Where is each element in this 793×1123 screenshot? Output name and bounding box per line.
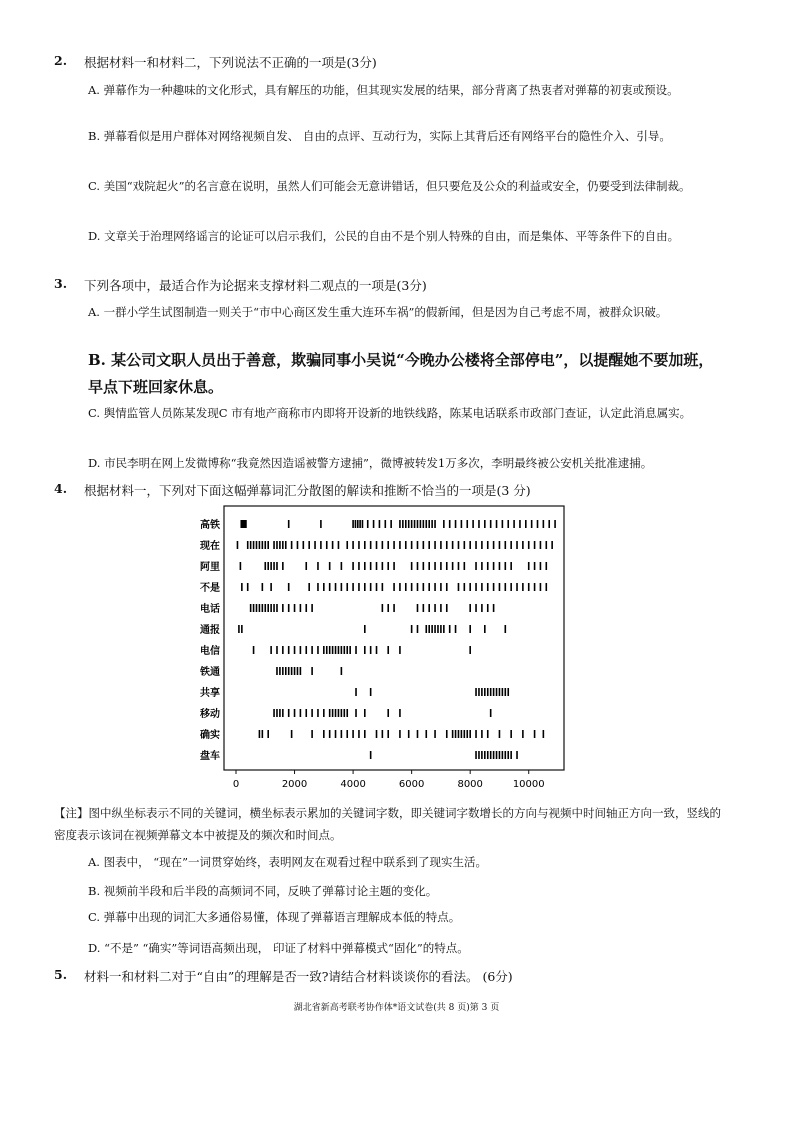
y-tick-label: 不是 — [200, 583, 220, 594]
y-tick-label: 共享 — [200, 688, 220, 699]
x-tick-label: 4000 — [340, 779, 366, 790]
x-tick-label: 2000 — [281, 779, 308, 790]
option-a: A. 一群小学生试图制造一则关于“市中心商区发生重大连环车祸”的假新闻，但是因为自己考虑不周，被群众识破。 — [88, 305, 668, 319]
y-tick-label: 移动 — [200, 709, 220, 720]
option-c: C. 美国“戏院起火”的名言意在说明，虽然人们可能会无意讲错话，但只要危及公众的利益或安全，仍要受到法律制裁。 — [88, 179, 691, 193]
chart-note: 【注】图中纵坐标表示不同的关键词，横坐标表示累加的关键词字数，即关键词字数增长的方向与视频中时间轴正方向一致，竖线的密度表示该词在视频弹幕文本中被提及的频次和时间点。 — [54, 806, 721, 842]
y-tick-label: 高铁 — [200, 520, 220, 531]
option-b: B. 某公司文职人员出于善意，欺骗同事小吴说“今晚办公楼将全部停电”，以提醒她不要加班，早点下班回家休息。 — [88, 351, 714, 396]
y-tick-label: 电话 — [200, 604, 220, 615]
y-tick-label: 现在 — [200, 541, 220, 552]
page-footer: 湖北省新高考联考协作体*语文试卷(共 8 页)第 3 页 — [293, 1003, 500, 1013]
option-a: A. 图表中， “现在”一词贯穿始终，表明网友在观看过程中联系到了现实生活。 — [88, 855, 488, 869]
question-stem: 根据材料一和材料二，下列说法不正确的一项是(3分) — [84, 55, 377, 70]
question-stem: 下列各项中，最适合作为论据来支撑材料二观点的一项是(3分) — [84, 278, 427, 293]
x-tick-label: 10000 — [512, 779, 545, 790]
question-number: 3. — [54, 276, 68, 291]
question-number: 5. — [54, 967, 68, 982]
y-tick-label: 阿里 — [200, 562, 220, 573]
option-b: B. 弹幕看似是用户群体对网络视频自发、 自由的点评、互动行为，实际上其背后还有网络平台的隐性介入、引导。 — [88, 129, 671, 143]
question-stem: 根据材料一，下列对下面这幅弹幕词汇分散图的解读和推断不恰当的一项是(3 分) — [84, 483, 531, 498]
lexical-dispersion-chart — [180, 500, 580, 800]
option-a: A. 弹幕作为一种趣味的文化形式，具有解压的功能，但其现实发展的结果，部分背离了热衷者对弹幕的初衷或预设。 — [88, 83, 679, 97]
option-b: B. 视频前半段和后半段的高频词不同，反映了弹幕讨论主题的变化。 — [88, 884, 438, 898]
x-tick-label: 6000 — [398, 779, 425, 790]
option-d: D. 市民李明在网上发微博称“我竟然因造谣被警方逮捕”，微博被转发1万多次，李明最终被公安机关批准逮捕。 — [88, 456, 653, 470]
option-d: D. 文章关于治理网络谣言的论证可以启示我们，公民的自由不是个别人特殊的自由，而是集体、平等条件下的自由。 — [88, 229, 680, 243]
option-d: D. “不是” “确实”等词语高频出现， 印证了材料中弹幕模式“固化”的特点。 — [88, 941, 469, 955]
y-tick-label: 电信 — [200, 646, 220, 657]
y-tick-label: 确实 — [200, 730, 220, 741]
option-c: C. 舆情监管人员陈某发现C 市有地产商称市内即将开设新的地铁线路，陈某电话联系市政部门查证，认定此消息属实。 — [88, 406, 692, 420]
question-number: 2. — [54, 53, 68, 68]
option-c: C. 弹幕中出现的词汇大多通俗易懂，体现了弹幕语言理解成本低的特点。 — [88, 910, 461, 924]
y-tick-label: 通报 — [200, 625, 220, 636]
x-tick-label: 8000 — [457, 779, 483, 790]
question-stem: 材料一和材料二对于“自由”的理解是否一致?请结合材料谈谈你的看法。 (6分) — [84, 969, 513, 984]
x-tick-label: 0 — [232, 779, 240, 790]
question-number: 4. — [54, 481, 68, 496]
y-tick-label: 铁通 — [200, 667, 220, 678]
y-tick-label: 盘车 — [200, 751, 220, 762]
